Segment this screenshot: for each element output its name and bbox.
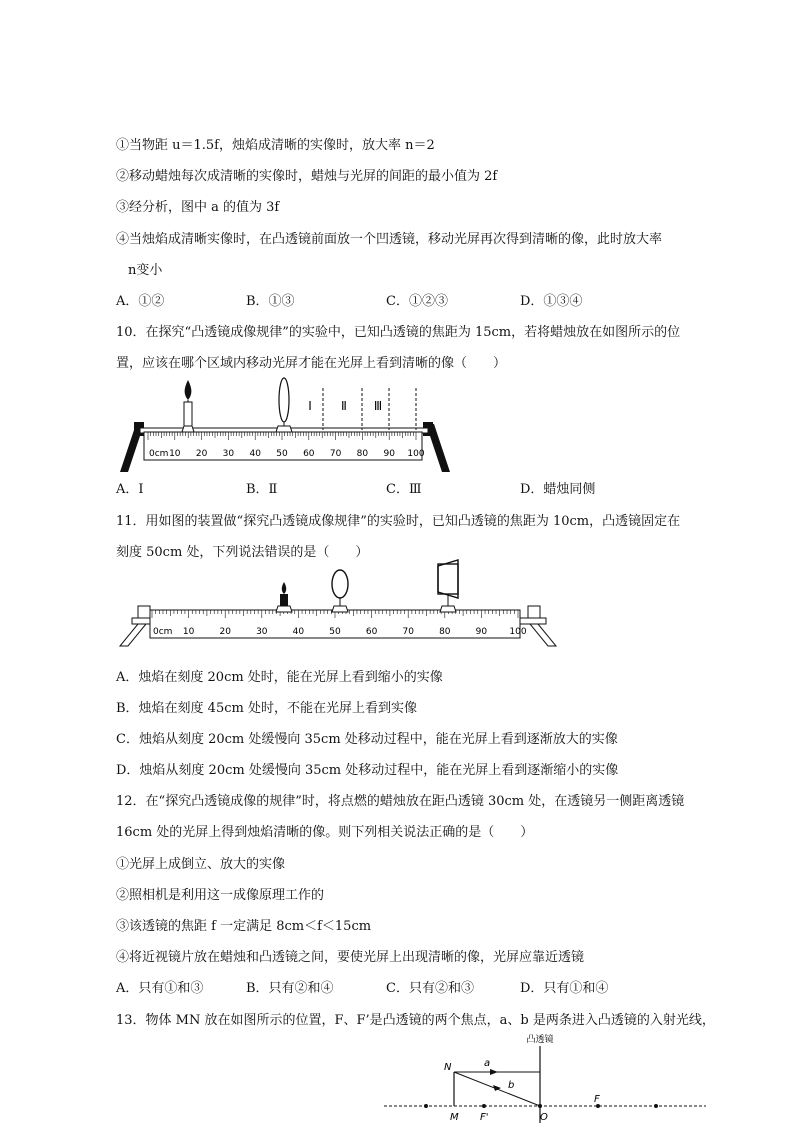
ruler-tick-label: 40	[292, 627, 305, 637]
q13-label-n: N	[444, 1062, 452, 1073]
ruler-tick-label: 0cm	[149, 449, 169, 459]
q9-option-d[interactable]: D．①③④	[520, 294, 583, 309]
q10-option-d[interactable]: D．蜡烛同侧	[520, 482, 596, 497]
q11-option-a[interactable]: A．烛焰在刻度 20cm 处时，能在光屏上看到缩小的实像	[116, 670, 443, 685]
ruler-tick-label: 50	[329, 627, 341, 637]
ruler-tick-label: 90	[383, 449, 395, 459]
q10-zone-2: Ⅱ	[341, 399, 347, 413]
q11-text-line1: 11．用如图的装置做“探究凸透镜成像规律”的实验时，已知凸透镜的焦距为 10cm，凸透镜固定在	[116, 514, 681, 529]
q9-option-b[interactable]: B．①③	[246, 294, 295, 309]
q11-screen	[438, 560, 458, 612]
ruler-tick-label: 80	[439, 627, 451, 637]
q11-candle	[276, 582, 292, 612]
q13-lens-label: 凸透镜	[526, 1035, 554, 1045]
q10-figure	[116, 374, 456, 476]
q10-zone-3: Ⅲ	[373, 399, 383, 413]
q10-zone-1: Ⅰ	[308, 399, 312, 413]
q13-label-a: a	[484, 1058, 491, 1069]
ruler-tick-label: 30	[256, 627, 268, 637]
q9-option-a[interactable]: A．①②	[116, 294, 165, 309]
q13-ray-a-arrow	[490, 1069, 498, 1075]
q12-option-c[interactable]: C．只有②和③	[386, 981, 474, 996]
ruler-tick-label: 60	[365, 627, 378, 637]
q9-statement-4-cont: n变小	[128, 263, 163, 278]
q12-option-d[interactable]: D．只有①和④	[520, 981, 609, 996]
q10-option-a[interactable]: A．Ⅰ	[116, 482, 144, 497]
ruler-tick-label: 10	[182, 627, 195, 637]
q13-point-5	[654, 1104, 658, 1108]
q11-option-c[interactable]: C．烛焰从刻度 20cm 处缓慢向 35cm 处移动过程中，能在光屏上看到逐渐放大的实像	[116, 732, 618, 747]
ruler-tick-label: 30	[222, 449, 235, 459]
q9-statement-3: ③经分析，图中 a 的值为 3f	[116, 200, 280, 215]
q12-text-line1: 12．在“探究凸透镜成像的规律”时，将点燃的蜡烛放在距凸透镜 30cm 处，在透镜另一侧距离透镜	[116, 794, 685, 809]
ruler-tick-label: 70	[402, 627, 414, 637]
q13-figure	[380, 1030, 710, 1123]
q13-label-o: O	[540, 1112, 548, 1123]
ruler-tick-label: 20	[195, 449, 208, 459]
ruler-tick-label: 100	[407, 449, 425, 459]
ruler-tick-label: 90	[475, 627, 488, 637]
q13-label-f: F	[594, 1094, 600, 1105]
q11-figure	[118, 560, 558, 648]
q13-label-m: M	[450, 1112, 459, 1123]
q9-statement-4: ④当烛焰成清晰实像时，在凸透镜前面放一个凹透镜，移动光屏再次得到清晰的像，此时放大率	[116, 232, 663, 247]
ruler-tick-label: 20	[219, 627, 231, 637]
ruler-tick-label: 10	[169, 449, 181, 459]
q13-point-f-prime	[482, 1104, 486, 1108]
q11-option-b[interactable]: B．烛焰在刻度 45cm 处时，不能在光屏上看到实像	[116, 701, 417, 716]
q10-option-b[interactable]: B．Ⅱ	[246, 482, 278, 497]
q12-statement-1: ①光屏上成倒立、放大的实像	[116, 857, 286, 872]
q11-option-d[interactable]: D．烛焰从刻度 20cm 处缓慢向 35cm 处移动过程中，能在光屏上看到逐渐缩小的实像	[116, 763, 619, 778]
q9-option-c[interactable]: C．①②③	[386, 294, 448, 309]
ruler-tick-label: 70	[329, 449, 342, 459]
q10-text-line2: 置，应该在哪个区域内移动光屏才能在光屏上看到清晰的像（ ）	[116, 356, 507, 371]
ruler-tick-label: 80	[356, 449, 369, 459]
ruler-tick-label: 100	[509, 627, 527, 637]
q10-text-line1: 10．在探究“凸透镜成像规律”的实验中，已知凸透镜的焦距为 15cm，若将蜡烛放在如图所示的位	[116, 325, 681, 340]
q13-label-f-prime: F'	[480, 1112, 489, 1123]
q11-text-line2: 刻度 50cm 处，下列说法错误的是（ ）	[116, 545, 369, 560]
q10-candle	[182, 380, 194, 432]
q12-option-b[interactable]: B．只有②和④	[246, 981, 334, 996]
q11-left-leg	[120, 624, 146, 646]
ruler-tick-label: 40	[249, 449, 261, 459]
q10-option-c[interactable]: C．Ⅲ	[386, 482, 422, 497]
q12-statement-3: ③该透镜的焦距 f 一定满足 8cm＜f＜15cm	[116, 919, 372, 934]
q12-text-line2: 16cm 处的光屏上得到烛焰清晰的像。则下列相关说法正确的是（ ）	[116, 825, 534, 840]
q12-statement-2: ②照相机是利用这一成像原理工作的	[116, 888, 325, 903]
q9-statement-1: ①当物距 u＝1.5f，烛焰成清晰的实像时，放大率 n＝2	[116, 138, 435, 153]
q13-label-b: b	[508, 1080, 515, 1091]
ruler-tick-label: 50	[276, 449, 288, 459]
q9-statement-2: ②移动蜡烛每次成清晰的实像时，蜡烛与光屏的间距的最小值为 2f	[116, 169, 498, 184]
q10-lens	[276, 378, 292, 432]
q13-text-line1: 13．物体 MN 放在如图所示的位置，F、F’是凸透镜的两个焦点，a、b 是两条进入凸透镜的入射光线，	[116, 1013, 715, 1028]
ruler-tick-label: 60	[303, 449, 315, 459]
q11-right-leg	[530, 624, 556, 646]
q11-lens	[332, 570, 348, 612]
q13-point-1	[424, 1104, 428, 1108]
q13-point-o	[538, 1104, 542, 1108]
q12-statement-4: ④将近视镜片放在蜡烛和凸透镜之间，要使光屏上出现清晰的像，光屏应靠近透镜	[116, 950, 585, 965]
q12-option-a[interactable]: A．只有①和③	[116, 981, 204, 996]
ruler-tick-label: 0cm	[153, 627, 173, 637]
